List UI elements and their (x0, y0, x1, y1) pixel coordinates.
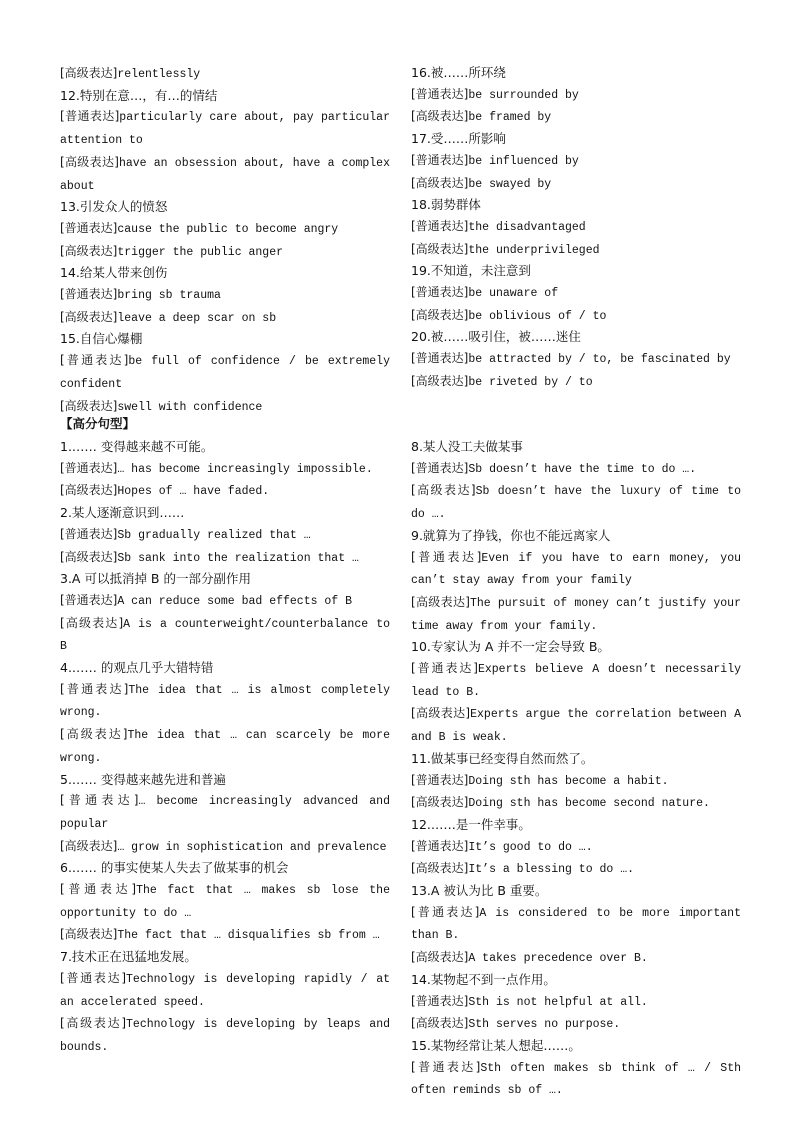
expression-entry (60, 790, 390, 835)
expression-text: have an obsession about, have a complex about (60, 156, 390, 193)
expression-entry (60, 836, 390, 859)
expression-tag: [普通表达] (411, 993, 469, 1008)
item-heading (60, 329, 390, 350)
expression-text: … become increasingly advanced and popular (60, 795, 390, 831)
expression-tag: [普通表达] (60, 109, 120, 124)
heading-text: 14.给某人带来创伤 (60, 265, 168, 281)
expression-tag: [高级表达] (60, 838, 118, 853)
expression-tag: [高级表达] (60, 309, 118, 324)
expression-entry (60, 879, 390, 924)
expression-tag: [高级表达] (411, 594, 470, 609)
expression-text: be oblivious of / to (468, 309, 607, 323)
expression-text: Sth is not helpful at all. (468, 995, 648, 1009)
expression-text: A is considered to be more important than B. (411, 906, 741, 943)
expression-entry (411, 991, 741, 1014)
heading-text: 12.……是一件幸事。 (411, 816, 531, 832)
expression-text: The idea that … can scarcely be more wrong. (60, 729, 390, 765)
expression-tag: [高级表达] (60, 727, 128, 742)
expression-text: be riveted by / to (468, 375, 593, 389)
expression-tag: [高级表达] (60, 549, 118, 564)
expression-tag: [普通表达] (411, 904, 480, 919)
expression-text: Hopes of … have faded. (117, 485, 270, 499)
expression-tag: [高级表达] (411, 175, 469, 190)
heading-text: 14.某物起不到一点作用。 (411, 971, 556, 987)
item-heading (411, 1036, 741, 1057)
heading-text: 8.某人没工夫做某事 (411, 439, 523, 454)
expression-entry (60, 1013, 390, 1058)
expression-tag: [高级表达] (411, 373, 469, 388)
item-heading (60, 86, 390, 107)
expression-entry (411, 792, 741, 815)
item-heading (411, 815, 741, 836)
expression-text: Sth often makes sb think of … / Sth often reminds sb of …. (411, 1061, 741, 1098)
expression-tag: [普通表达] (60, 287, 118, 302)
sentence-column-left (60, 437, 390, 1059)
expression-tag: [高级表达] (411, 241, 469, 256)
item-heading (411, 637, 741, 658)
expression-text: A takes precedence over B. (468, 952, 648, 966)
expression-entry (60, 547, 390, 570)
heading-text: 19.不知道，未注意到 (411, 263, 531, 279)
expression-entry (411, 770, 741, 793)
expression-entry (411, 282, 741, 305)
expression-tag: [高级表达] (411, 861, 469, 876)
expression-tag: [普通表达] (411, 86, 469, 101)
expression-tag: [普通表达] (411, 218, 469, 233)
item-heading (60, 658, 390, 679)
heading-text: 10.专家认为 A 并不一定会导致 B。 (411, 639, 610, 655)
expression-text: be attracted by / to, be fascinated by (468, 353, 731, 367)
expression-tag: [高级表达] (60, 1016, 127, 1031)
expression-entry (411, 547, 741, 592)
heading-text: 2.某人逐渐意识到…… (60, 505, 185, 521)
expression-entry (411, 173, 741, 196)
heading-text: 16.被……所环绕 (411, 65, 506, 80)
expression-tag: [普通表达] (411, 549, 482, 564)
heading-text: 13.引发众人的愤怒 (60, 199, 168, 215)
item-heading (60, 858, 390, 879)
section-title: 【高分句型】 (60, 416, 136, 431)
expression-entry (411, 239, 741, 262)
expression-text: be surrounded by (468, 88, 579, 102)
expression-entry (60, 968, 390, 1013)
heading-text: 1.…… 变得越来越不可能。 (60, 439, 214, 454)
expression-text: The pursuit of money can’t justify your time away from your family. (411, 596, 741, 633)
expression-tag: [普通表达] (60, 793, 139, 808)
expression-entry (60, 924, 390, 947)
expression-text: be framed by (468, 111, 552, 125)
item-heading (60, 197, 390, 218)
expression-text: … has become increasingly impossible. (117, 462, 373, 476)
expression-entry (60, 613, 390, 658)
expression-entry (411, 836, 741, 859)
expression-entry (60, 524, 390, 547)
expression-entry (411, 592, 741, 637)
expression-text: swell with confidence (117, 400, 263, 414)
expression-tag: [普通表达] (411, 1059, 481, 1074)
expression-entry (60, 679, 390, 724)
expression-entry (411, 1013, 741, 1036)
expression-tag: [高级表达] (60, 154, 119, 169)
expression-entry (60, 152, 390, 197)
expression-entry (411, 947, 741, 970)
expression-text: Doing sth has become a habit. (468, 774, 669, 788)
expression-text: The idea that … is almost completely wrong. (60, 683, 390, 720)
heading-text: 12.特别在意…，有…的情结 (60, 87, 218, 103)
expression-text: leave a deep scar on sb (117, 311, 277, 325)
expression-entry (60, 106, 390, 151)
expression-tag: [普通表达] (60, 220, 118, 235)
expression-text: … grow in sophistication and prevalence (117, 840, 387, 854)
expression-entry (411, 371, 741, 394)
expression-text: Even if you have to earn money, you can’t stay away from your family (411, 551, 741, 588)
item-heading (411, 195, 741, 216)
item-heading (411, 526, 741, 547)
expression-text: be full of confidence / be extremely confident (60, 355, 390, 391)
expression-tag: [普通表达] (60, 882, 137, 897)
expression-tag: [高级表达] (60, 398, 118, 413)
expression-entry (60, 284, 390, 307)
expression-entry (411, 348, 741, 371)
expression-text: Sth serves no purpose. (468, 1018, 621, 1032)
expression-tag: [普通表达] (411, 661, 478, 676)
expression-text: Sb gradually realized that … (117, 528, 311, 542)
expression-tag: [普通表达] (60, 460, 118, 475)
expression-tag: [普通表达] (60, 970, 127, 985)
expression-tag: [普通表达] (411, 285, 469, 300)
expression-tag: [高级表达] (60, 243, 118, 258)
expression-entry (411, 458, 741, 481)
expression-entry (411, 858, 741, 881)
expression-text: particularly care about, pay particular attention to (60, 111, 390, 148)
expression-entry (60, 241, 390, 264)
expression-text: Technology is developing rapidly / at an accelerated speed. (60, 972, 390, 1009)
sentence-column-right (411, 437, 741, 1102)
expression-entry (60, 218, 390, 241)
expression-tag: [高级表达] (60, 927, 118, 942)
expression-text: cause the public to become angry (117, 222, 339, 236)
expression-text: It’s good to do …. (468, 840, 593, 854)
expression-text: A is a counterweight/counterbalance to B (60, 617, 390, 654)
heading-text: 4.…… 的观点几乎大错特错 (60, 660, 214, 676)
expression-text: the disadvantaged (468, 220, 586, 234)
expression-entry (411, 1057, 741, 1102)
expression-entry (60, 63, 390, 86)
expression-tag: [普通表达] (411, 460, 469, 475)
expression-entry (411, 480, 741, 525)
heading-text: 5.…… 变得越来越先进和普遍 (60, 771, 226, 787)
heading-text: 15.某物经常让某人想起……。 (411, 1037, 581, 1053)
expression-text: The fact that … makes sb lose the opportunity to do … (60, 884, 390, 920)
expression-text: Sb doesn’t have the luxury of time to do …. (411, 485, 742, 522)
expression-tag: [普通表达] (60, 526, 118, 541)
expression-entry (411, 216, 741, 239)
expression-text: relentlessly (117, 68, 201, 81)
heading-text: 6.…… 的事实使某人失去了做某事的机会 (60, 860, 289, 876)
item-heading (60, 437, 390, 458)
expression-tag: [普通表达] (411, 772, 469, 787)
expression-tag: [高级表达] (60, 615, 124, 630)
heading-text: 20.被……吸引住，被……迷住 (411, 329, 581, 345)
expression-entry (411, 84, 741, 107)
expression-text: Technology is developing by leaps and bounds. (60, 1018, 390, 1054)
item-heading (411, 881, 741, 902)
expression-text: be influenced by (468, 154, 579, 168)
item-heading (411, 749, 741, 770)
expression-entry (60, 480, 390, 503)
item-heading (60, 947, 390, 968)
expression-entry (411, 902, 741, 947)
expression-entry (411, 305, 741, 328)
item-heading (411, 970, 741, 991)
expression-text: It’s a blessing to do …. (468, 863, 635, 877)
item-heading (411, 129, 741, 150)
expression-text: Experts believe A doesn’t necessarily lead to B. (411, 663, 741, 699)
expression-entry (411, 150, 741, 173)
heading-text: 3.A 可以抵消掉 B 的一部分副作用 (60, 571, 251, 587)
item-heading (411, 327, 741, 348)
expression-entry (60, 458, 390, 481)
expression-text: be swayed by (468, 177, 552, 191)
expression-text: A can reduce some bad effects of B (117, 594, 353, 608)
expression-tag: [普通表达] (411, 838, 469, 853)
expression-text: be unaware of (468, 287, 559, 301)
item-heading (60, 770, 390, 791)
expression-tag: [高级表达] (60, 66, 118, 80)
expression-tag: [高级表达] (411, 307, 469, 322)
vocab-column-left (60, 63, 390, 418)
expression-tag: [高级表达] (411, 795, 469, 810)
heading-text: 7.技术正在迅猛地发展。 (60, 949, 197, 965)
heading-text: 13.A 被认为比 B 重要。 (411, 883, 548, 899)
heading-text: 17.受……所影响 (411, 131, 506, 147)
expression-tag: [普通表达] (411, 152, 469, 167)
expression-text: Experts argue the correlation between A and B is weak. (411, 708, 741, 745)
heading-text: 11.做某事已经变得自然而然了。 (411, 750, 594, 766)
item-heading (411, 261, 741, 282)
expression-text: The fact that … disqualifies sb from … (117, 929, 380, 943)
expression-text: trigger the public anger (117, 245, 284, 259)
expression-tag: [高级表达] (411, 706, 471, 721)
item-heading (60, 569, 390, 590)
expression-tag: [普通表达] (60, 681, 129, 696)
expression-entry (60, 307, 390, 330)
expression-entry (60, 350, 390, 395)
expression-entry (411, 703, 741, 748)
expression-tag: [高级表达] (411, 109, 469, 124)
item-heading (60, 503, 390, 524)
expression-text: Sb sank into the realization that … (117, 551, 359, 565)
expression-text: Sb doesn’t have the time to do …. (468, 462, 697, 476)
expression-text: bring sb trauma (117, 289, 221, 303)
expression-entry (60, 724, 390, 769)
expression-tag: [普通表达] (60, 592, 118, 607)
heading-text: 9.就算为了挣钱，你也不能远离家人 (411, 527, 611, 543)
expression-tag: [普通表达] (411, 351, 469, 366)
expression-entry (411, 658, 741, 703)
item-heading (411, 437, 741, 458)
expression-tag: [高级表达] (60, 483, 118, 498)
item-heading (60, 263, 390, 284)
expression-entry (411, 106, 741, 129)
heading-text: 15.自信心爆棚 (60, 331, 143, 347)
expression-text: the underprivileged (468, 243, 600, 257)
expression-tag: [高级表达] (411, 950, 469, 965)
expression-tag: [普通表达] (60, 353, 129, 368)
heading-text: 18.弱势群体 (411, 197, 481, 213)
vocab-column-right (411, 63, 741, 394)
expression-tag: [高级表达] (411, 483, 476, 498)
item-heading (411, 63, 741, 84)
expression-text: Doing sth has become second nature. (468, 797, 710, 811)
expression-entry (60, 590, 390, 613)
expression-tag: [高级表达] (411, 1016, 469, 1031)
